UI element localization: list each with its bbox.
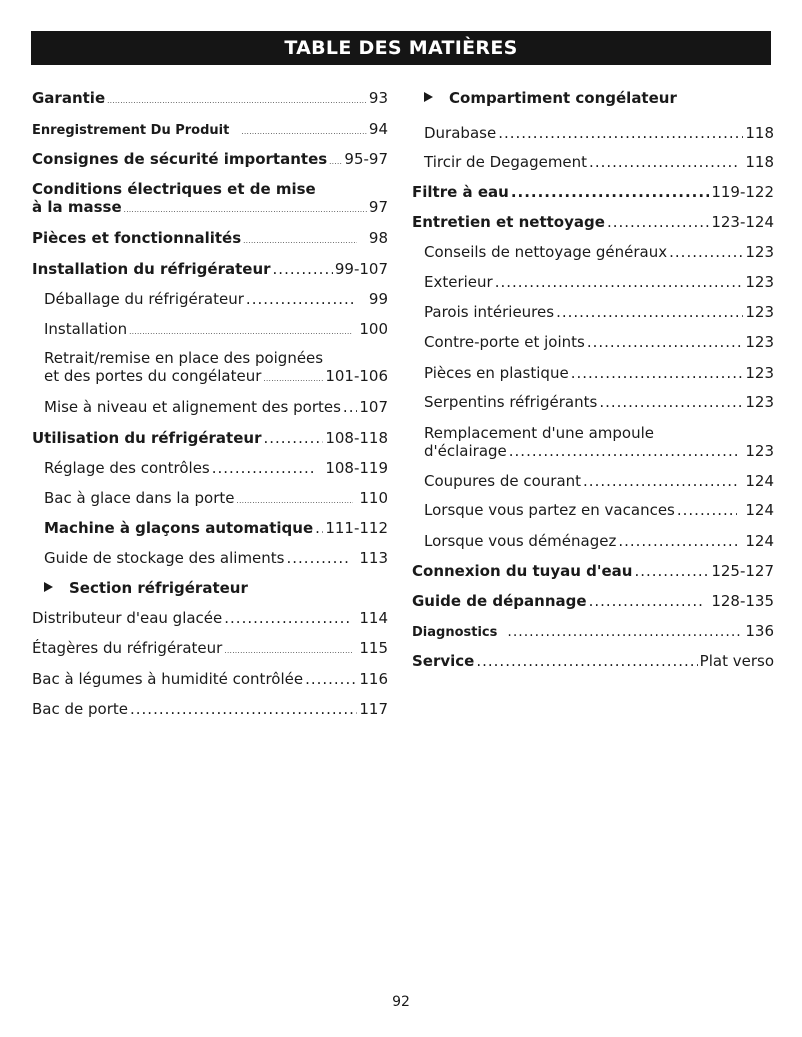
toc-label-cont: et des portes du congélateur [44, 367, 262, 385]
section-label: Compartiment congélateur [449, 89, 677, 107]
leader-dots [583, 472, 737, 490]
toc-entry-contre-porte[interactable] [424, 333, 774, 351]
toc-label: Mise à niveau et alignement des portes [44, 398, 341, 416]
toc-entry-connexion[interactable] [412, 562, 774, 580]
leader-dots [507, 623, 743, 641]
leader-dots [107, 92, 367, 110]
toc-entry-mise-niveau[interactable] [44, 398, 388, 416]
toc-entry-etageres[interactable] [32, 639, 388, 660]
toc-page: 108-118 [325, 429, 388, 447]
leader-dots [237, 492, 354, 510]
toc-label-cont: à la masse [32, 198, 122, 216]
toc-label: Guide de stockage des aliments [44, 549, 285, 567]
leader-dots [263, 370, 323, 388]
toc-entry-installation[interactable] [32, 260, 388, 278]
toc-label: Exterieur [424, 273, 493, 291]
toc-page: 124 [745, 501, 774, 519]
toc-label-cont: d'éclairage [424, 442, 507, 460]
toc-page: 107 [359, 398, 388, 416]
toc-label: Pièces et fonctionnalités [32, 229, 242, 247]
toc-label: Pièces en plastique [424, 364, 569, 382]
leader-dots [315, 519, 323, 537]
leader-dots [556, 303, 743, 321]
toc-label: Retrait/remise en place des poignées [44, 349, 324, 367]
toc-page: 99-107 [334, 260, 388, 278]
toc-page: 95-97 [344, 150, 388, 168]
leader-dots [511, 183, 710, 201]
toc-page: 111-112 [325, 519, 388, 537]
toc-page: Plat verso [699, 652, 774, 670]
toc-page: 94 [368, 120, 388, 138]
toc-label: Filtre à eau [412, 183, 509, 201]
toc-page: 110 [359, 489, 388, 507]
toc-page: 136 [745, 622, 774, 640]
toc-page: 123 [745, 364, 774, 382]
toc-page: 98 [368, 229, 388, 247]
toc-page: 93 [368, 89, 388, 107]
leader-dots [476, 652, 697, 670]
leader-dots [246, 290, 357, 308]
leader-dots [343, 398, 357, 416]
toc-entry-demenagez[interactable] [424, 532, 774, 550]
toc-entry-deballage[interactable] [44, 290, 388, 308]
toc-label: Distributeur d'eau glacée [32, 609, 223, 627]
toc-page: 118 [745, 153, 774, 171]
leader-dots [129, 323, 353, 341]
toc-label: Guide de dépannage [412, 592, 587, 610]
toc-page: 116 [359, 670, 388, 688]
toc-page: 114 [359, 609, 388, 627]
toc-page: 124 [745, 472, 774, 490]
leader-dots [677, 501, 737, 519]
toc-entry-coupures[interactable] [424, 472, 774, 490]
toc-page: 118 [745, 124, 774, 142]
toc-entry-enregistrement[interactable] [32, 120, 388, 141]
toc-label: Service [412, 652, 475, 670]
triangle-arrow-icon [44, 582, 53, 592]
toc-label: Conditions électriques et de mise [32, 180, 316, 198]
toc-entry-durabase[interactable] [424, 124, 774, 142]
toc-page: 123-124 [711, 213, 774, 231]
leader-dots [224, 642, 353, 660]
toc-page: 113 [359, 549, 388, 567]
toc-entry-exterieur[interactable] [424, 273, 774, 291]
leader-dots [669, 243, 743, 261]
toc-page: 125-127 [711, 562, 774, 580]
toc-entry-distributeur[interactable] [32, 609, 388, 627]
toc-label: Réglage des contrôles [44, 459, 210, 477]
leader-dots [607, 213, 709, 231]
toc-page: 117 [359, 700, 388, 718]
toc-entry-filtre[interactable] [412, 183, 774, 201]
toc-page: 115 [359, 639, 388, 657]
toc-label: Bac à légumes à humidité contrôlée [32, 670, 304, 688]
leader-dots [509, 442, 738, 460]
toc-label: Contre-porte et joints [424, 333, 585, 351]
triangle-arrow-icon [424, 92, 433, 102]
leader-dots [498, 124, 743, 142]
toc-entry-ampoule[interactable] [424, 424, 774, 460]
toc-label: Parois intérieures [424, 303, 555, 321]
leader-dots [243, 232, 357, 250]
leader-dots [618, 532, 737, 550]
leader-dots [589, 153, 737, 171]
toc-page: 123 [745, 273, 774, 291]
toc-page: 123 [745, 243, 774, 261]
toc-label: Machine à glaçons automatique [44, 519, 314, 537]
leader-dots [305, 670, 357, 688]
toc-page: 128-135 [711, 592, 774, 610]
toc-label: Utilisation du réfrigérateur [32, 429, 262, 447]
toc-page: 101-106 [325, 367, 388, 385]
toc-entry-utilisation[interactable] [32, 429, 388, 447]
leader-dots [329, 153, 342, 171]
toc-entry-serpentins[interactable] [424, 393, 774, 411]
leader-dots [587, 333, 744, 351]
toc-label: Tircir de Degagement [424, 153, 588, 171]
toc-entry-installation-sub[interactable] [44, 320, 388, 341]
toc-label: Installation [44, 320, 128, 338]
leader-dots [599, 393, 743, 411]
toc-label: Bac de porte [32, 700, 128, 718]
toc-entry-service[interactable] [412, 652, 774, 670]
toc-entry-consignes[interactable] [32, 150, 388, 171]
toc-entry-conditions[interactable] [32, 180, 388, 219]
leader-dots [273, 260, 333, 278]
leader-dots [263, 429, 323, 447]
toc-entry-reglage[interactable] [44, 459, 388, 477]
toc-label: Durabase [424, 124, 497, 142]
toc-entry-guide-stockage[interactable] [44, 549, 388, 567]
section-label: Section réfrigérateur [69, 579, 248, 597]
toc-label: Étagères du réfrigérateur [32, 639, 223, 657]
toc-label: Enregistrement Du Produit [32, 123, 230, 138]
toc-entry-pieces-plastique[interactable] [424, 364, 774, 382]
toc-entry-pieces[interactable] [32, 229, 388, 250]
toc-page: 123 [745, 442, 774, 460]
toc-entry-retrait[interactable] [44, 349, 388, 388]
toc-page: 119-122 [711, 183, 774, 201]
leader-dots [571, 364, 744, 382]
toc-page: 123 [745, 303, 774, 321]
leader-dots [130, 700, 357, 718]
toc-label: Garantie [32, 89, 106, 107]
page-number: 92 [392, 994, 410, 1010]
toc-entry-bac-glace[interactable] [44, 489, 388, 510]
leader-dots [224, 609, 351, 627]
leader-dots [241, 123, 367, 141]
toc-entry-parois[interactable] [424, 303, 774, 321]
toc-label: Serpentins réfrigérants [424, 393, 598, 411]
leader-dots [495, 273, 744, 291]
toc-entry-machine[interactable] [44, 519, 388, 537]
toc-entry-diagnostics[interactable] [412, 622, 774, 642]
toc-label: Diagnostics [412, 625, 498, 640]
leader-dots [589, 592, 706, 610]
toc-page: 97 [368, 198, 388, 216]
toc-page: 108-119 [325, 459, 388, 477]
toc-entry-depannage[interactable] [412, 592, 774, 610]
toc-page: 123 [745, 393, 774, 411]
leader-dots [124, 201, 367, 219]
section-header-congelateur [424, 89, 774, 107]
toc-entry-bac-legumes[interactable] [32, 670, 388, 688]
toc-entry-entretien[interactable] [412, 213, 774, 231]
toc-label: Installation du réfrigérateur [32, 260, 271, 278]
toc-label: Connexion du tuyau d'eau [412, 562, 633, 580]
toc-label: Remplacement d'une ampoule [424, 424, 655, 442]
toc-label: Lorsque vous déménagez [424, 532, 617, 550]
leader-dots [212, 459, 318, 477]
toc-label: Déballage du réfrigérateur [44, 290, 244, 308]
toc-entry-conseils[interactable] [424, 243, 774, 261]
toc-entry-vacances[interactable] [424, 501, 774, 519]
toc-page: 99 [368, 290, 388, 308]
leader-dots [287, 549, 352, 567]
page-title: TABLE DES MATIÈRES [31, 31, 771, 65]
toc-label: Conseils de nettoyage généraux [424, 243, 668, 261]
toc-label: Lorsque vous partez en vacances [424, 501, 675, 519]
toc-label: Entretien et nettoyage [412, 213, 605, 231]
toc-label: Consignes de sécurité importantes [32, 150, 328, 168]
toc-entry-tircir[interactable] [424, 153, 774, 171]
toc-page: 100 [359, 320, 388, 338]
toc-page: 124 [745, 532, 774, 550]
toc-entry-garantie[interactable] [32, 89, 388, 110]
toc-entry-bac-porte[interactable] [32, 700, 388, 718]
section-header-refrigerateur [44, 579, 388, 597]
toc-label: Coupures de courant [424, 472, 582, 490]
toc-label: Bac à glace dans la porte [44, 489, 235, 507]
leader-dots [634, 562, 709, 580]
toc-page: 123 [745, 333, 774, 351]
